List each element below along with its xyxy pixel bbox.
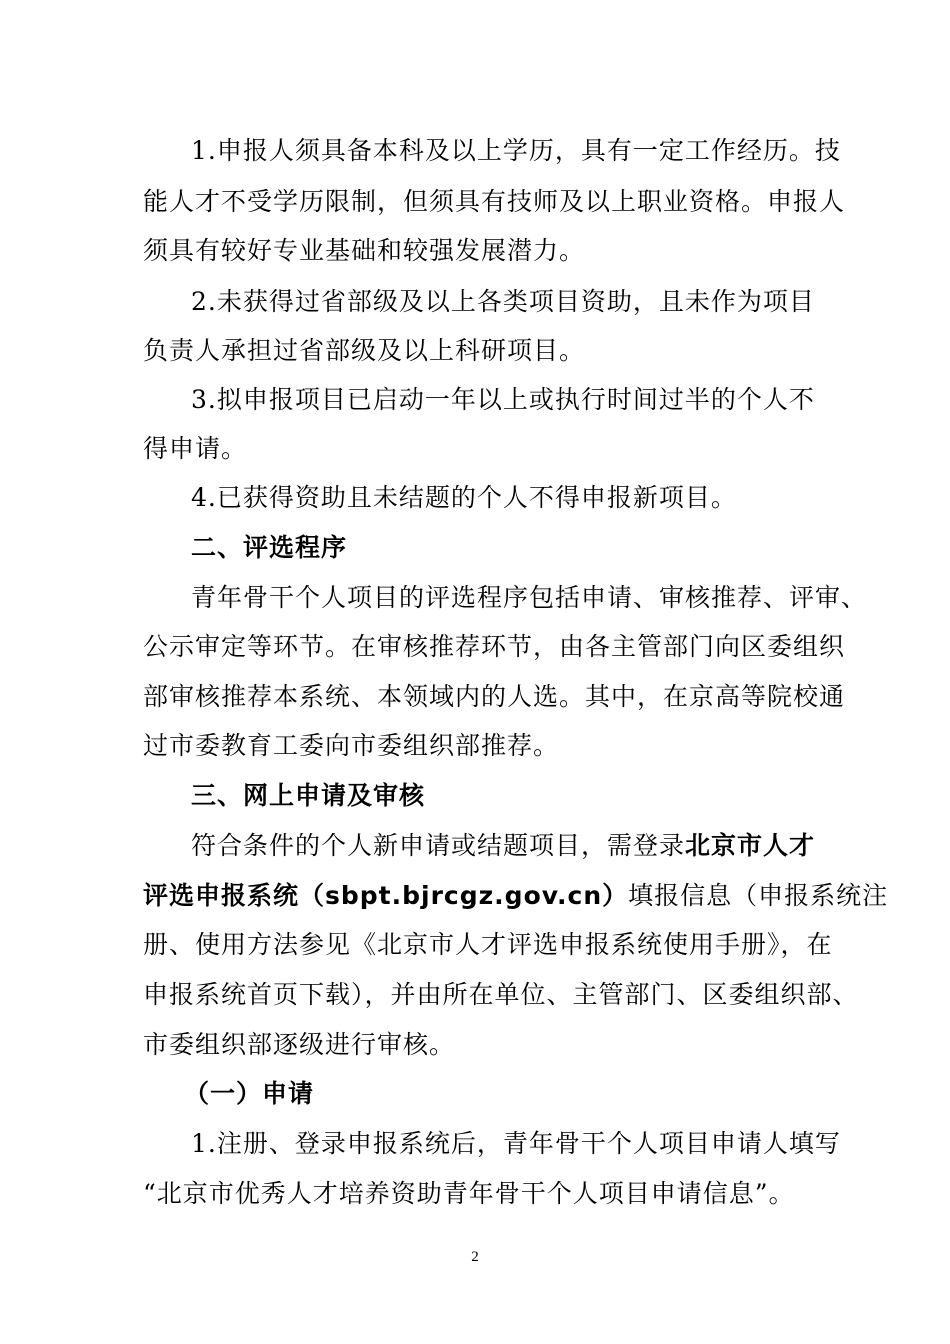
item1-line3: 须具有较好专业基础和较强发展潜力。 <box>143 236 586 265</box>
section3-line1-normal: 符合条件的个人新申请或结题项目，需登录 <box>191 831 686 860</box>
item4-line1: 4.已获得资助且未结题的个人不得申报新项目。 <box>191 483 737 512</box>
section2-line2: 公示审定等环节。在审核推荐环节，由各主管部门向区委组织 <box>143 632 846 661</box>
subsection1-line2: “北京市优秀人才培养资助青年骨干个人项目申请信息”。 <box>143 1179 795 1208</box>
item2-line1: 2.未获得过省部级及以上各类项目资助，且未作为项目 <box>191 287 815 316</box>
subsection1-line1: 1.注册、登录申报系统后，青年骨干个人项目申请人填写 <box>191 1129 841 1158</box>
subsection1-heading: （一）申请 <box>184 1079 315 1108</box>
item3-line2: 得申请。 <box>143 434 248 463</box>
item1-line2: 能人才不受学历限制，但须具有技师及以上职业资格。申报人 <box>143 187 846 216</box>
section3-line1 <box>191 831 815 861</box>
section2-line4: 过市委教育工委向市委组织部推荐。 <box>143 731 560 760</box>
item2-line2: 负责人承担过省部级及以上科研项目。 <box>143 336 586 365</box>
system-name-url: 评选申报系统（sbpt.bjrcgz.gov.cn） <box>143 881 629 910</box>
item1-line1: 1.申报人须具备本科及以上学历，具有一定工作经历。技 <box>191 136 841 165</box>
section3-line2 <box>143 881 888 911</box>
section3-line5: 市委组织部逐级进行审核。 <box>143 1030 456 1059</box>
page-number: 2 <box>471 1249 479 1265</box>
section2-line1: 青年骨干个人项目的评选程序包括申请、审核推荐、评审、 <box>191 583 868 612</box>
section3-heading: 三、网上申请及审核 <box>191 781 426 810</box>
section3-line3: 册、使用方法参见《北京市人才评选申报系统使用手册》，在 <box>143 930 833 959</box>
section3-line2-normal: 填报信息（申报系统注 <box>628 881 889 910</box>
item3-line1: 3.拟申报项目已启动一年以上或执行时间过半的个人不 <box>191 385 815 414</box>
section3-line4: 申报系统首页下载），并由所在单位、主管部门、区委组织部、 <box>143 980 859 1009</box>
section2-line3: 部审核推荐本系统、本领域内的人选。其中，在京高等院校通 <box>143 682 846 711</box>
system-name-part1: 北京市人才 <box>685 831 816 860</box>
section2-heading: 二、评选程序 <box>191 533 348 562</box>
